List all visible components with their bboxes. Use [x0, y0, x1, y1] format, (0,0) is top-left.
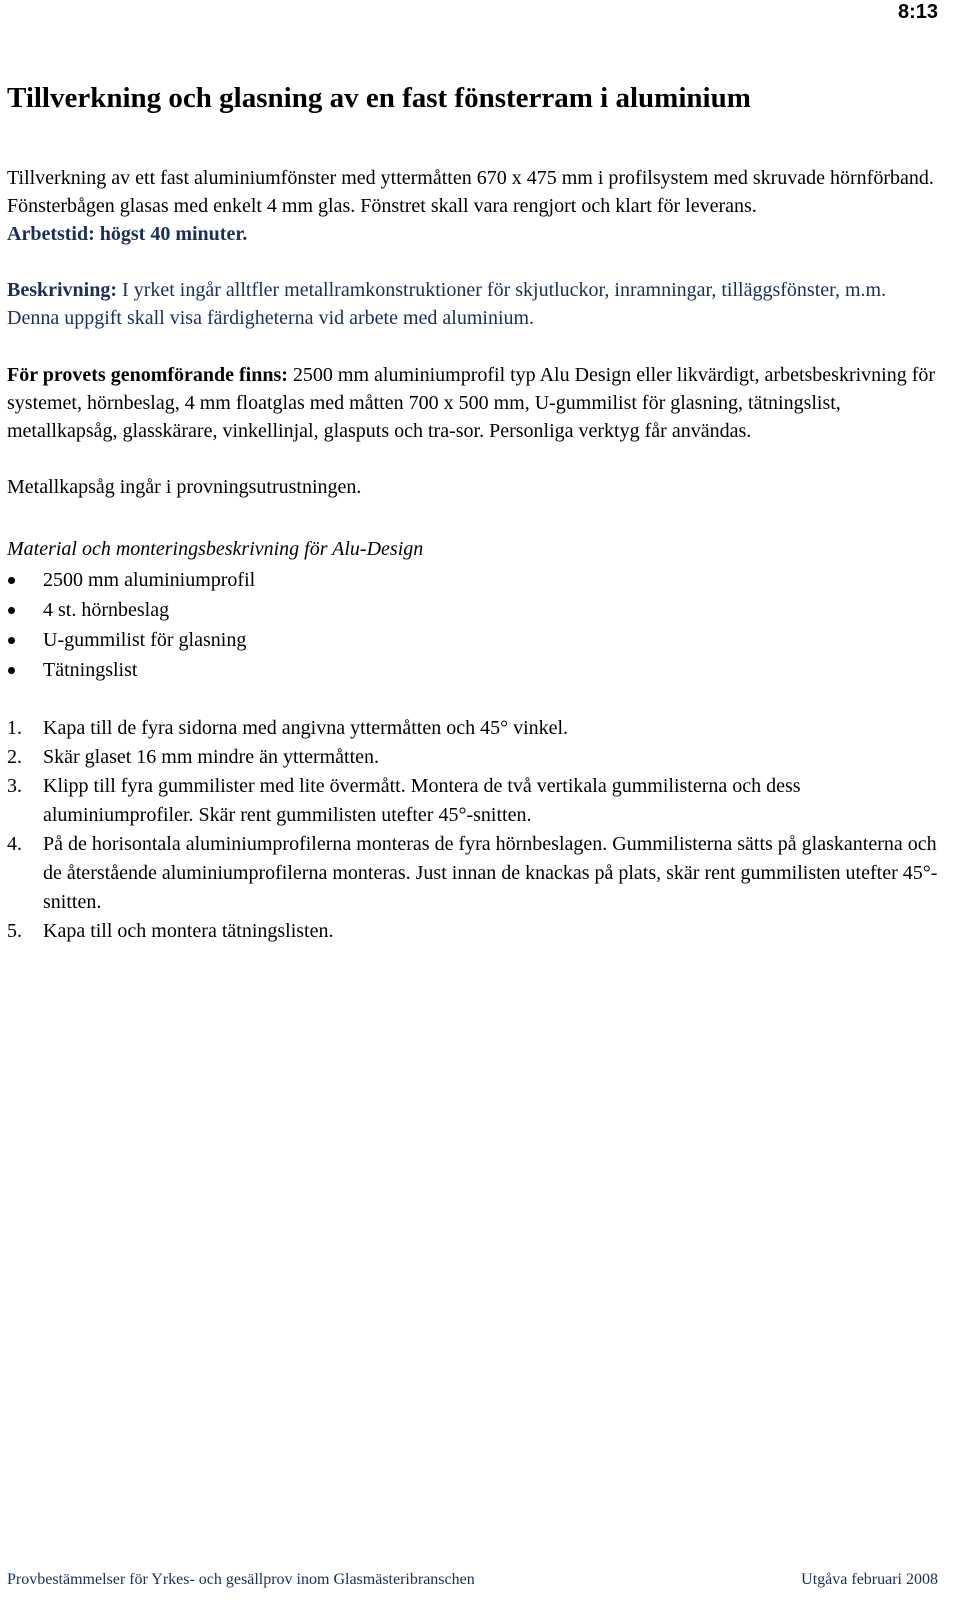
page-title: Tillverkning och glasning av en fast fönsterram i aluminium: [7, 82, 751, 114]
list-item: [7, 565, 942, 595]
material-item-label: 4 st. hörnbeslag: [43, 599, 170, 621]
bullet-icon: [8, 637, 15, 644]
material-heading: Material och monteringsbeskrivning för Alu-Design: [7, 538, 424, 560]
step-item: [7, 830, 942, 917]
page-number: 8:13: [897, 1, 938, 23]
intro-paragraph: Tillverkning av ett fast aluminiumfönster med yttermåtten 670 x 475 mm i profilsystem med skruvade hörnförband. Fönsterbågen glasas med enkelt 4 mm glas. Fönstret skall vara rengjort och klart för leverans.: [7, 167, 934, 217]
step-text: Skär glaset 16 mm mindre än yttermåtten.: [43, 746, 380, 768]
steps-list: [7, 714, 942, 946]
step-number: 2.: [7, 746, 22, 768]
list-item: [7, 625, 942, 655]
step-item: [7, 743, 942, 772]
equipment-paragraph: [7, 361, 942, 445]
material-item-label: U-gummilist för glasning: [43, 629, 247, 651]
description-paragraph: [7, 276, 942, 332]
material-item-label: 2500 mm aluminiumprofil: [43, 569, 256, 591]
footer-edition: Utgåva februari 2008: [801, 1571, 938, 1588]
bullet-icon: [8, 607, 15, 614]
equipment-text: 2500 mm aluminiumprofil typ Alu Design eller likvärdigt, arbetsbeskrivning för systemet, hörnbeslag, 4 mm floatglas med måtten 700 x 500 mm, U-gummilist för glasning, tätningslist, metallkapsåg, glasskärare, vinkellinjal, glasputs och tra-sor. Personliga verktyg får användas.: [7, 364, 936, 442]
step-text: På de horisontala aluminiumprofilerna monteras de fyra hörnbeslagen. Gummilisterna sätts på glaskanterna och de återstående aluminiumprofilerna monteras. Just innan de knackas på plats, skär rent gummilisten utefter 45°-snitten.: [43, 833, 938, 913]
note-paragraph: Metallkapsåg ingår i provningsutrustningen.: [7, 476, 362, 498]
description-text: I yrket ingår alltfler metallramkonstruktioner för skjutluckor, inramningar, tilläggsfönster, m.m. Denna uppgift skall visa färdigheterna vid arbete med aluminium.: [7, 279, 887, 329]
material-item-label: Tätningslist: [43, 659, 138, 681]
step-item: [7, 714, 942, 743]
bullet-icon: [8, 577, 15, 584]
step-number: 3.: [7, 775, 22, 797]
step-text: Klipp till fyra gummilister med lite övermått. Montera de två vertikala gummilisterna och dess aluminiumprofiler. Skär rent gummilisten utefter 45°-snitten.: [43, 775, 801, 826]
step-number: 4.: [7, 833, 22, 855]
description-label: Beskrivning:: [7, 279, 118, 301]
page-footer: [7, 1570, 938, 1590]
step-item: [7, 772, 942, 830]
list-item: [7, 655, 942, 685]
step-number: 1.: [7, 717, 22, 739]
list-item: [7, 595, 942, 625]
footer-left-text: Provbestämmelser för Yrkes- och gesällprov inom Glasmästeribranschen: [7, 1571, 475, 1588]
document-body: [7, 78, 942, 946]
equipment-label: För provets genomförande finns:: [7, 364, 288, 386]
step-text: Kapa till och montera tätningslisten.: [43, 920, 334, 942]
step-item: [7, 917, 942, 946]
bullet-icon: [8, 667, 15, 674]
step-text: Kapa till de fyra sidorna med angivna yttermåtten och 45° vinkel.: [43, 717, 569, 739]
worktime-line: Arbetstid: högst 40 minuter.: [7, 223, 248, 245]
material-list: [7, 565, 942, 685]
step-number: 5.: [7, 920, 22, 942]
